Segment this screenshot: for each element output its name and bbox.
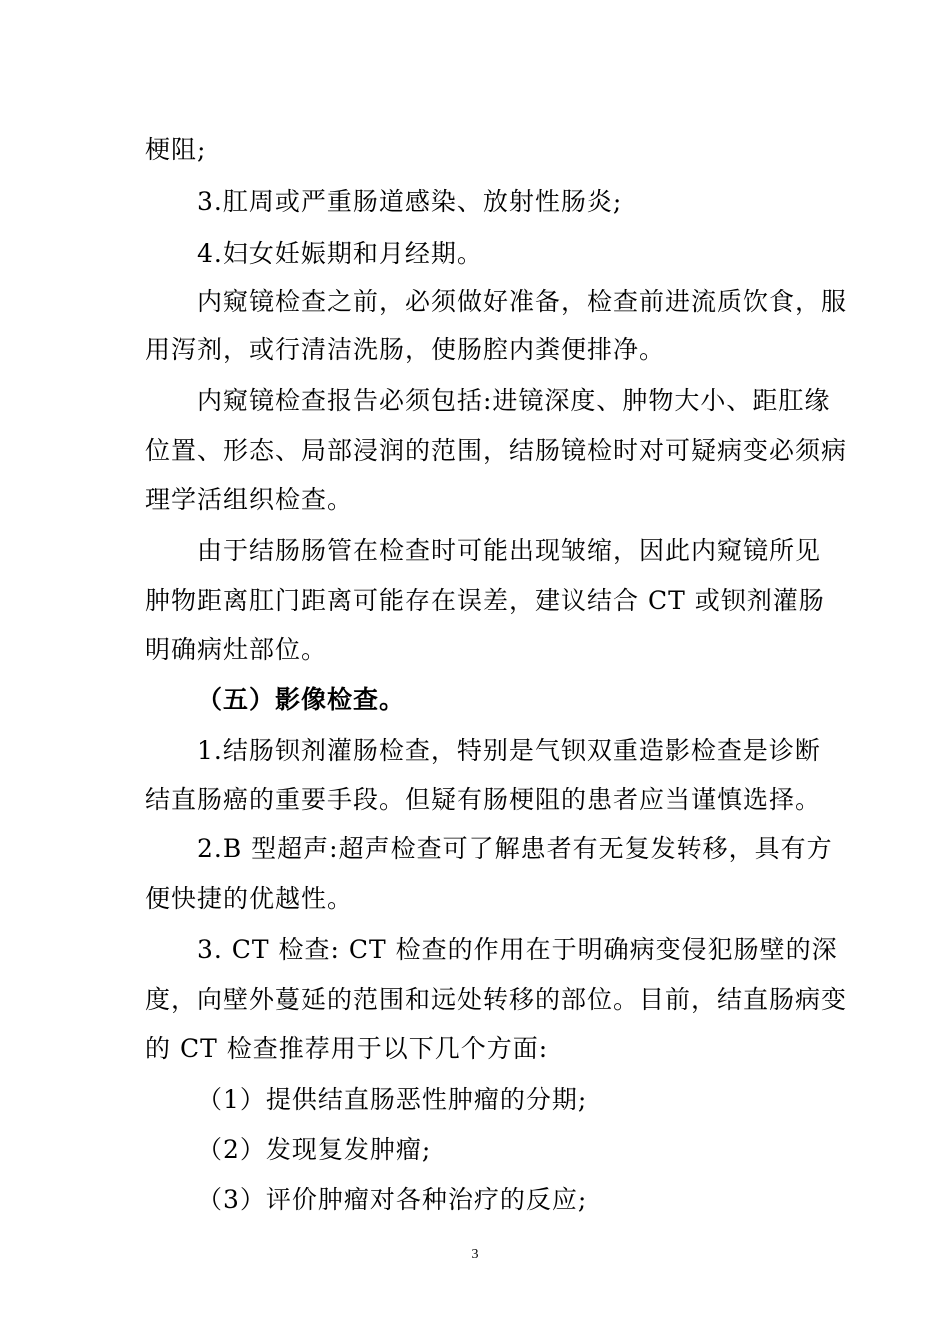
text-line: 3.肛周或严重肠道感染、放射性肠炎; xyxy=(197,187,623,216)
text-line: 位置、形态、局部浸润的范围，结肠镜检时对可疑病变必须病 xyxy=(145,436,848,465)
text-line: 的 CT 检查推荐用于以下几个方面: xyxy=(145,1034,549,1063)
page-number: 3 xyxy=(471,1247,479,1262)
text-line: 用泻剂，或行清洁洗肠，使肠腔内粪便排净。 xyxy=(145,335,666,364)
text-line: 3. CT 检查: CT 检查的作用在于明确病变侵犯肠壁的深 xyxy=(197,935,838,964)
list-item: （2）发现复发肿瘤; xyxy=(197,1135,432,1164)
text-line: 度，向壁外蔓延的范围和远处转移的部位。目前，结直肠病变 xyxy=(145,985,848,1014)
text-line: 4.妇女妊娠期和月经期。 xyxy=(197,239,483,268)
text-line: 便快捷的优越性。 xyxy=(145,884,354,913)
text-line: 梗阻; xyxy=(145,135,207,164)
text-line: 结直肠癌的重要手段。但疑有肠梗阻的患者应当谨慎选择。 xyxy=(145,785,822,814)
text-line: 明确病灶部位。 xyxy=(145,635,328,664)
text-line: 内窥镜检查报告必须包括:进镜深度、肿物大小、距肛缘 xyxy=(197,386,831,415)
text-line: 内窥镜检查之前，必须做好准备，检查前进流质饮食，服 xyxy=(197,287,848,316)
text-line: 由于结肠肠管在检查时可能出现皱缩，因此内窥镜所见 xyxy=(197,536,822,565)
text-line: 肿物距离肛门距离可能存在误差，建议结合 CT 或钡剂灌肠 xyxy=(145,586,825,615)
list-item: （3）评价肿瘤对各种治疗的反应; xyxy=(197,1185,588,1214)
list-item: （1）提供结直肠恶性肿瘤的分期; xyxy=(197,1085,588,1114)
text-line: 2.B 型超声:超声检查可了解患者有无复发转移，具有方 xyxy=(197,834,833,863)
text-line: 1.结肠钡剂灌肠检查，特别是气钡双重造影检查是诊断 xyxy=(197,736,821,765)
section-heading: （五）影像检查。 xyxy=(197,685,406,714)
text-line: 理学活组织检查。 xyxy=(145,485,354,514)
